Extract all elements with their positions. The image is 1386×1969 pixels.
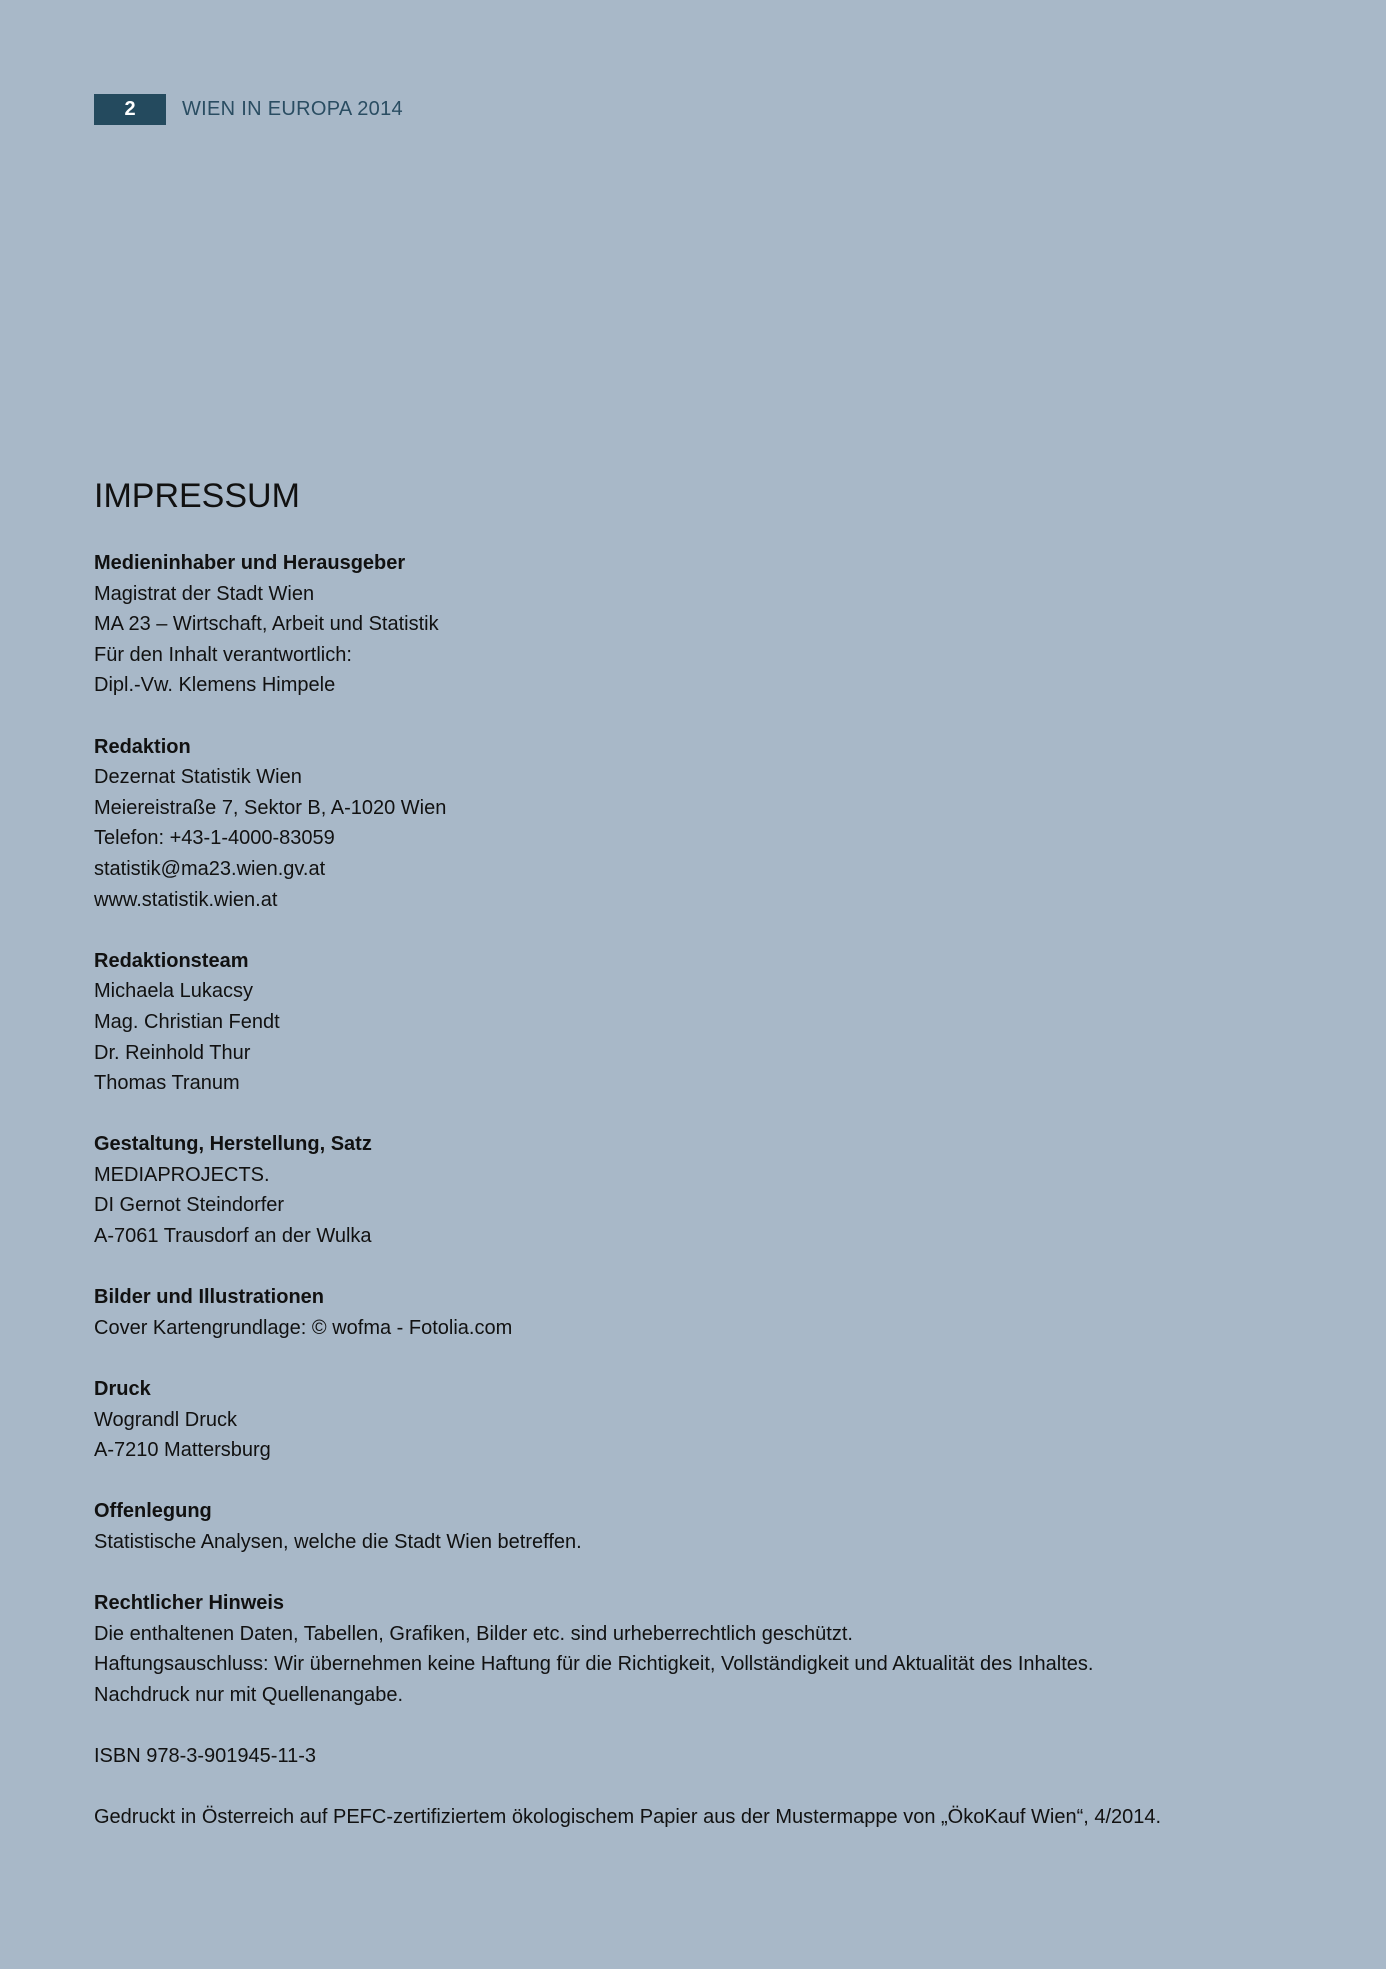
section-line: Cover Kartengrundlage: © wofma - Fotolia.com: [94, 1316, 513, 1339]
section-line: Gedruckt in Österreich auf PEFC-zertifiziertem ökologischem Papier aus der Mustermappe von „ÖkoKauf Wien“, 4/2014.: [94, 1806, 1162, 1829]
section-line: Mag. Christian Fendt: [94, 1010, 280, 1033]
section-heading: Druck: [94, 1378, 151, 1401]
section-heading: Redaktion: [94, 735, 191, 758]
section-line: MA 23 – Wirtschaft, Arbeit und Statistik: [94, 613, 439, 636]
impressum-section: [94, 946, 1324, 1099]
section-line: statistik@ma23.wien.gv.at: [94, 857, 326, 880]
section-heading: Redaktionsteam: [94, 949, 249, 972]
section-line: Magistrat der Stadt Wien: [94, 582, 315, 605]
section-line: A-7210 Mattersburg: [94, 1439, 271, 1462]
page-header: [94, 94, 403, 125]
section-line: DI Gernot Steindorfer: [94, 1194, 285, 1217]
section-line: ISBN 978-3-901945-11-3: [94, 1745, 316, 1768]
impressum-section: [94, 1741, 1324, 1772]
page-number: 2: [94, 94, 166, 125]
section-line: Statistische Analysen, welche die Stadt Wien betreffen.: [94, 1531, 582, 1553]
impressum-section: [94, 1129, 1324, 1251]
section-line: Wograndl Druck: [94, 1408, 238, 1431]
section-heading: Rechtlicher Hinweis: [94, 1592, 285, 1615]
running-title: WIEN IN EUROPA 2014: [182, 98, 403, 120]
section-line: MEDIAPROJECTS.: [94, 1163, 270, 1186]
impressum-section: [94, 1496, 1324, 1557]
section-heading: Offenlegung: [94, 1500, 212, 1523]
section-line: A-7061 Trausdorf an der Wulka: [94, 1225, 372, 1248]
impressum-sections: [94, 548, 1324, 1833]
section-line: Michaela Lukacsy: [94, 980, 253, 1003]
section-line: Für den Inhalt verantwortlich:: [94, 643, 352, 666]
impressum-section: [94, 1802, 1324, 1833]
section-heading: Gestaltung, Herstellung, Satz: [94, 1133, 372, 1156]
impressum-section: [94, 1588, 1324, 1710]
impressum-section: [94, 1374, 1324, 1466]
section-heading: Bilder und Illustrationen: [94, 1286, 325, 1309]
section-line: Nachdruck nur mit Quellenangabe.: [94, 1683, 404, 1706]
section-line: Telefon: +43-1-4000-83059: [94, 827, 335, 850]
section-line: Die enthaltenen Daten, Tabellen, Grafiken, Bilder etc. sind urheberrechtlich geschützt.: [94, 1622, 853, 1645]
section-line: Dezernat Statistik Wien: [94, 766, 302, 789]
section-line: Haftungsauschluss: Wir übernehmen keine Haftung für die Richtigkeit, Vollständigkeit und Aktualität des Inhaltes.: [94, 1653, 1094, 1676]
impressum-section: [94, 548, 1324, 701]
section-line: Meiereistraße 7, Sektor B, A-1020 Wien: [94, 796, 447, 819]
page-title: IMPRESSUM: [94, 477, 300, 515]
impressum-section: [94, 1282, 1324, 1343]
section-line: Dr. Reinhold Thur: [94, 1041, 251, 1064]
impressum-section: [94, 732, 1324, 916]
section-line: Thomas Tranum: [94, 1072, 240, 1095]
section-line: www.statistik.wien.at: [94, 888, 278, 911]
impressum-content: [94, 470, 1324, 1864]
section-heading: Medieninhaber und Herausgeber: [94, 552, 406, 574]
section-line: Dipl.-Vw. Klemens Himpele: [94, 674, 336, 697]
